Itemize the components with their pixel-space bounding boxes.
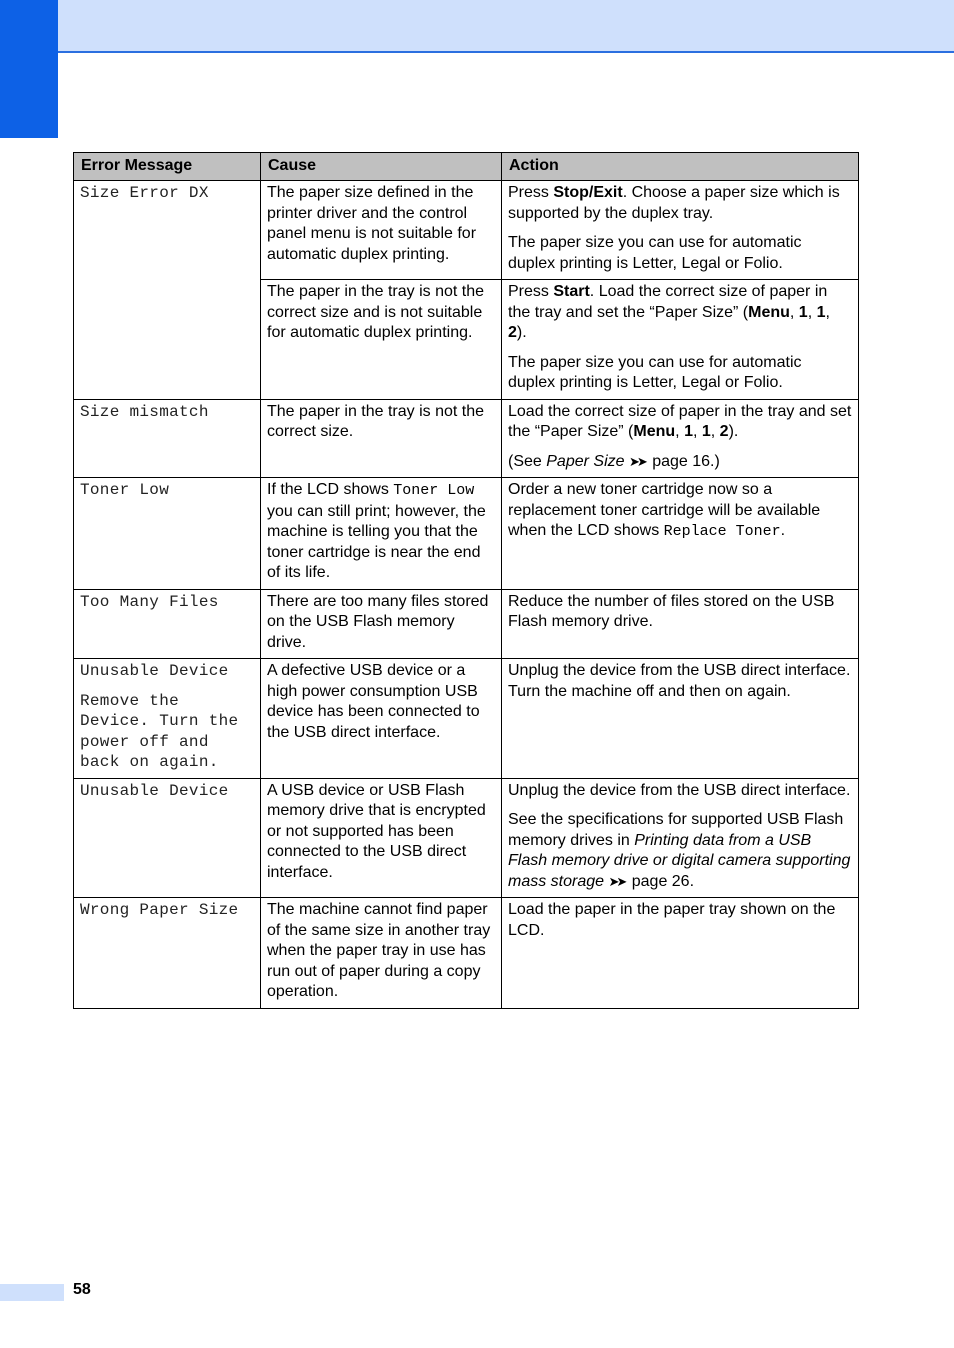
key-label: Start: [553, 283, 590, 300]
cause-cell: [261, 898, 502, 1009]
action-text-part: . Choose a paper size which is supported by the duplex tray.: [508, 184, 840, 222]
action-note: The paper size you can use for automatic duplex printing is Letter, Legal or Folio.: [508, 234, 802, 272]
error-message-cell: [74, 898, 261, 1009]
action-text-part: ).: [516, 324, 527, 341]
error-messages-table: [73, 152, 859, 1009]
key-label: 1: [701, 423, 711, 440]
action-text-part: ).: [728, 423, 739, 440]
cause-text: A defective USB device or a high power consumption USB device has been connected to the USB direct interface.: [267, 662, 480, 741]
table-row: [74, 589, 859, 659]
page-number-tab: [0, 1284, 64, 1301]
action-text-part: Press: [508, 184, 554, 201]
key-label: 1: [798, 303, 808, 321]
separator: ,: [675, 423, 685, 440]
key-label: Stop/Exit: [553, 184, 623, 201]
cause-text: The paper in the tray is not the correct size and is not suitable for automatic duplex printing.: [267, 283, 485, 341]
cause-cell: [261, 478, 502, 590]
action-cell: [502, 181, 859, 280]
error-message: Unusable Device: [80, 662, 229, 680]
action-text: Unplug the device from the USB direct interface. Turn the machine off and then on again.: [508, 662, 851, 700]
action-text-part: Press: [508, 283, 554, 300]
action-text: Reduce the number of files stored on the USB Flash memory drive.: [508, 592, 835, 630]
header-cause: Cause: [261, 153, 502, 181]
separator: ,: [710, 423, 720, 440]
error-message-cell: [74, 399, 261, 478]
action-cell: [502, 778, 859, 898]
double-arrow-icon: ➤➤: [628, 453, 645, 469]
action-cell: [502, 478, 859, 590]
cause-cell: [261, 659, 502, 779]
table-header-row: [74, 153, 859, 181]
cause-text: There are too many files stored on the USB Flash memory drive.: [267, 592, 489, 651]
action-text: Load the paper in the paper tray shown on the LCD.: [508, 901, 836, 939]
error-message-cell: [74, 589, 261, 659]
action-cell: [502, 589, 859, 659]
reference-page: page 26.: [627, 872, 695, 890]
cause-text: The machine cannot find paper of the same size in another tray when the paper tray in use has run out of paper during a copy operation.: [267, 901, 491, 1000]
key-label: 2: [719, 423, 729, 440]
error-message-cell: [74, 778, 261, 898]
cross-reference: [508, 452, 852, 473]
header-rule: [58, 51, 954, 53]
cause-text: If the LCD shows: [267, 481, 394, 498]
cause-text: you can still print; however, the machine is telling you that the toner cartridge is near the end of its life.: [267, 502, 486, 581]
key-label: 1: [816, 303, 826, 321]
cause-cell: [261, 778, 502, 898]
error-message-cell: [74, 478, 261, 590]
error-message: Unusable Device: [80, 781, 229, 800]
table-row: [74, 181, 859, 280]
key-label: Menu: [748, 303, 790, 321]
cause-cell: [261, 280, 502, 400]
error-message-cell: [74, 659, 261, 779]
key-label: Menu: [633, 423, 676, 440]
reference-text: See the specifications for supported USB Flash memory drives in: [508, 811, 844, 849]
reference-title: Printing data from a USB Flash memory drive or digital camera supporting mass storage: [508, 831, 851, 890]
reference-text: (See: [508, 452, 547, 470]
action-text: [508, 402, 852, 443]
lcd-message: Toner Low: [393, 482, 475, 499]
header-error-message: Error Message: [74, 153, 261, 181]
error-message-cell: [74, 181, 261, 400]
error-message: Size mismatch: [80, 402, 209, 421]
chapter-tab: [0, 0, 58, 138]
action-text-part: .: [780, 522, 786, 539]
action-text-part: . Load the correct size of paper in the tray and set the “Paper Size” (: [508, 283, 828, 321]
cause-cell: [261, 181, 502, 280]
action-note: The paper size you can use for automatic duplex printing is Letter, Legal or Folio.: [508, 353, 802, 391]
table-row: [74, 898, 859, 1009]
cross-reference: [508, 810, 852, 892]
separator: ,: [825, 303, 830, 321]
table-row: [74, 478, 859, 590]
separator: ,: [789, 303, 799, 321]
table-row: [74, 399, 859, 478]
key-label: 1: [684, 423, 693, 440]
action-cell: [502, 898, 859, 1009]
cause-text: The paper in the tray is not the correct size.: [267, 402, 485, 440]
cause-cell: [261, 589, 502, 659]
separator: ,: [692, 423, 702, 440]
header-band: [0, 0, 954, 53]
cause-text: A USB device or USB Flash memory drive that is encrypted or not supported has been connected to the USB direct interface.: [267, 781, 486, 881]
error-message: Toner Low: [80, 481, 170, 499]
key-label: 2: [508, 324, 517, 341]
action-text: [508, 282, 852, 344]
error-message: Wrong Paper Size: [80, 901, 239, 919]
error-message: Size Error DX: [80, 184, 209, 202]
lcd-message: Replace Toner: [663, 523, 781, 540]
cause-text: The paper size defined in the printer driver and the control panel menu is not suitable for automatic duplex printing.: [267, 184, 477, 263]
error-message-detail: Remove the Device. Turn the power off and back on again.: [80, 691, 239, 771]
action-text: [508, 183, 852, 224]
error-message: Too Many Files: [80, 592, 219, 611]
reference-page: page 16.): [647, 452, 720, 470]
action-text: Unplug the device from the USB direct interface.: [508, 781, 851, 799]
double-arrow-icon: ➤➤: [608, 873, 625, 889]
action-cell: [502, 280, 859, 400]
action-text-part: Load the correct size of paper in the tray and set the “Paper Size” (: [508, 402, 852, 440]
header-action: Action: [502, 153, 859, 181]
page-number: 58: [73, 1281, 91, 1298]
cause-cell: [261, 399, 502, 478]
separator: ,: [807, 303, 817, 321]
table-row: [74, 778, 859, 898]
reference-title: Paper Size: [546, 452, 625, 470]
action-text: Order a new toner cartridge now so a replacement toner cartridge will be available when the LCD shows: [508, 481, 821, 539]
table-row: [74, 659, 859, 779]
action-cell: [502, 399, 859, 478]
action-cell: [502, 659, 859, 779]
